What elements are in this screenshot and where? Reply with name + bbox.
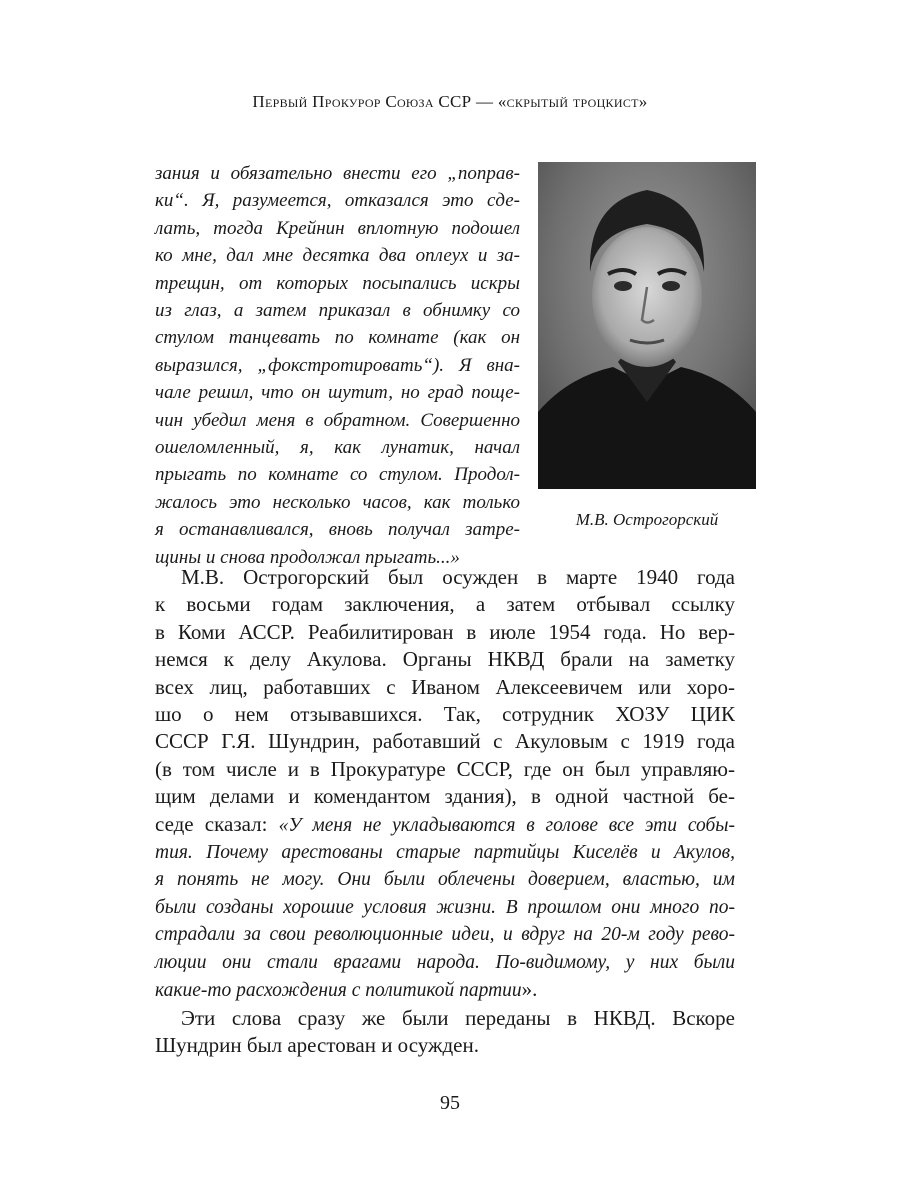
quote-line: я понять не могу. Они были облечены доверием, властью, им [155, 869, 735, 891]
quote-line: из глаз, а затем приказал в обнимку со [155, 300, 520, 322]
body-line: в Коми АССР. Реабилитирован в июле 1954 года. Но вер- [155, 619, 735, 644]
body-line: шо о нем отзывавшихся. Так, сотрудник ХОЗУ ЦИК [155, 702, 735, 727]
quote-line: жалось это несколько часов, как только [155, 491, 520, 513]
quote-line: ки“. Я, разумеется, отказался это сде- [155, 190, 520, 212]
quote-line: трещин, от которых посыпались искры [155, 272, 520, 294]
quote-line: щины и снова продолжал прыгать...» [155, 546, 460, 568]
quote-line: чин убедил меня в обратном. Совершенно [155, 409, 520, 431]
quote-line: были созданы хорошие условия жизни. В прошлом они много по- [155, 896, 735, 918]
quote-line-last [155, 976, 735, 1004]
quote-line: лать, тогда Крейнин вплотную подошел [155, 217, 520, 239]
body-line-text: М.В. Острогорский был осужден в марте 1940 года [181, 565, 735, 589]
quote-line: ко мне, дал мне десятка два оплеух и за- [155, 245, 520, 267]
body-line-mixed [155, 811, 735, 839]
portrait-image [538, 162, 756, 489]
quote-line: страдали за свои революционные идеи, и вдруг на 20-м году рево- [155, 924, 735, 946]
quote-line: зания и обязательно внести его „поправ- [155, 163, 520, 184]
quote-line: стулом танцевать по комнате (как он [155, 327, 520, 349]
body-line [155, 1005, 735, 1032]
quote-close: ». [521, 977, 538, 1002]
body-line: немся к делу Акулова. Органы НКВД брали на заметку [155, 647, 735, 672]
quote-fragment: какие-то расхождения с политикой партии [155, 980, 522, 1002]
main-text [155, 564, 735, 1059]
body-line [155, 564, 735, 591]
quote-line: выразился, „фокстротировать“). Я вна- [155, 354, 520, 376]
running-head: Первый Прокурор Союза ССР — «скрытый троцкист» [252, 92, 648, 111]
body-line: всех лиц, работавших с Иваном Алексеевичем или хоро- [155, 674, 735, 699]
page-number: 95 [440, 1092, 460, 1114]
quote-line: я останавливался, вновь получал затре- [155, 519, 520, 541]
quote-line: люции они стали врагами народа. По-видимому, у них были [155, 951, 735, 973]
quote-line: тия. Почему арестованы старые партийцы Киселёв и Акулов, [155, 842, 735, 864]
body-line-lead: седе сказал: [155, 811, 279, 836]
quote-fragment: «У меня не укладываются в голове все эти собы- [278, 814, 735, 836]
quote-block [155, 160, 520, 571]
portrait-photo [538, 162, 756, 489]
quote-line: ошеломленный, я, как лунатик, начал [155, 437, 520, 459]
body-line: (в том числе и в Прокуратуре СССР, где он был управляю- [155, 756, 735, 781]
body-line: к восьми годам заключения, а затем отбывал ссылку [155, 592, 735, 617]
body-line: Шундрин был арестован и осужден. [155, 1032, 479, 1057]
quote-line: чале решил, что он шутит, но град поще- [155, 382, 520, 404]
quote-line: прыгать по комнате со стулом. Продол- [155, 464, 520, 486]
body-line-text: Эти слова сразу же были переданы в НКВД. Вскоре [181, 1005, 735, 1030]
body-line: щим делами и комендантом здания), в одной частной бе- [155, 784, 735, 809]
body-line: СССР Г.Я. Шундрин, работавший с Акуловым с 1919 года [155, 729, 735, 754]
photo-caption: М.В. Острогорский [575, 510, 719, 529]
